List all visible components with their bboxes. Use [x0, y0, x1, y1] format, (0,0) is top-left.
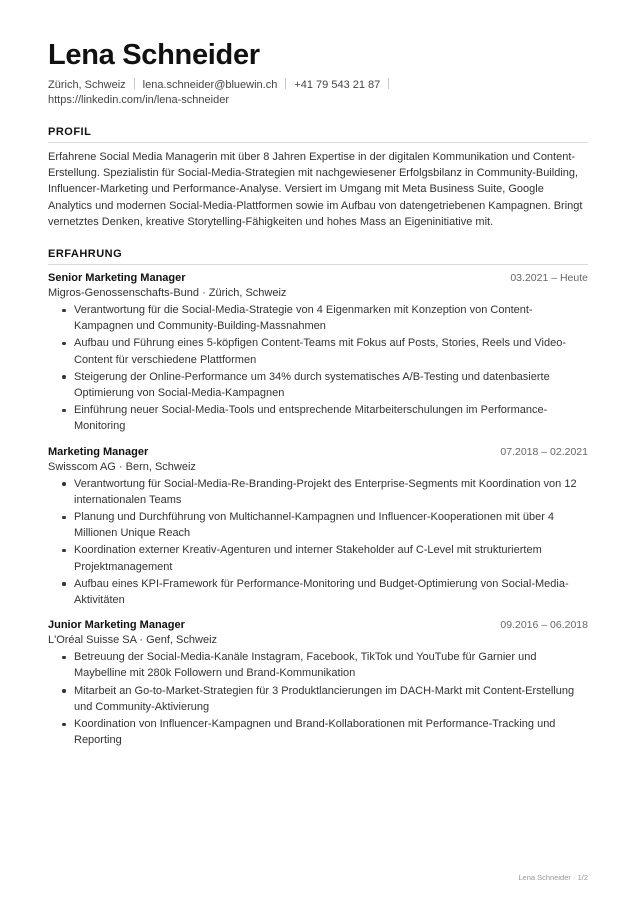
bullet-item: Koordination externer Kreativ-Agenturen und interner Stakeholder auf C-Level mit strukturiertem Projektmanagement [74, 542, 588, 574]
email-link[interactable]: lena.schneider@bluewin.ch [142, 79, 278, 91]
job-title: Senior Marketing Manager [48, 272, 186, 285]
job-company: L'Oréal Suisse SA · Genf, Schweiz [48, 634, 218, 647]
job-header [48, 271, 588, 286]
profil-summary: Erfahrene Social Media Managerin mit über 8 Jahren Expertise in der digitalen Kommunikation und Content-Erstellung. Spezialistin für Social-Media-Strategien mit nachgewiesener Erfolgsbilanz in Community-Building, Influencer-Marketing und Performance-Analyse. Versiert im Umgang mit Meta Business Suite, Google Analytics und modernen Social-Media-Plattformen sowie im Aufbau von datengetriebenen Kampagnen. Bringt vernetztes Denken, kreative Storytelling-Fähigkeiten und hohes Mass an Eigeninitiative mit. [48, 151, 583, 228]
profil-heading: PROFIL [48, 126, 588, 143]
location-text: Zürich, Schweiz [48, 79, 126, 91]
job-company: Migros-Genossenschafts-Bund · Zürich, Schweiz [48, 287, 287, 300]
bullet-item: Einführung neuer Social-Media-Tools und entsprechende Mitarbeiterschulungen im Performance-Monitoring [74, 402, 588, 434]
bullet-item: Steigerung der Online-Performance um 34% durch systematisches A/B-Testing und datenbasierte Optimierung von Social-Media-Kampagnen [74, 369, 588, 401]
bullet-item: Aufbau und Führung eines 5-köpfigen Content-Teams mit Fokus auf Posts, Stories, Reels und Video-Content für verschiedene Plattformen [74, 335, 588, 367]
bullet-item: Koordination von Influencer-Kampagnen und Brand-Kollaborationen mit Performance-Tracking und Reporting [74, 716, 588, 748]
job-title: Junior Marketing Manager [48, 619, 185, 632]
separator [388, 78, 389, 89]
job-header [48, 618, 588, 633]
phone-text: +41 79 543 21 87 [294, 79, 381, 91]
bullet-item: Aufbau eines KPI-Framework für Performance-Monitoring und Budget-Optimierung von Social-Media-Aktivitäten [74, 576, 588, 608]
job-entry [48, 618, 588, 748]
job-company: Swisscom AG · Bern, Schweiz [48, 460, 196, 473]
job-entry [48, 445, 588, 609]
candidate-name: Lena Schneider [48, 39, 260, 71]
bullet-item: Mitarbeit an Go-to-Market-Strategien für 3 Produktlancierungen im DACH-Markt mit Content-Erstellung und Community-Aktivierung [74, 683, 588, 715]
linkedin-line [48, 93, 588, 108]
job-date: 03.2021 – Heute [510, 272, 588, 285]
profil-section [48, 126, 588, 230]
linkedin-link[interactable]: https://linkedin.com/in/lena-schneider [48, 94, 229, 106]
separator [285, 78, 286, 89]
bullet-item: Verantwortung für Social-Media-Re-Branding-Projekt des Enterprise-Segments mit Koordination von 12 internationalen Teams [74, 476, 588, 508]
job-entry [48, 271, 588, 435]
job-header [48, 445, 588, 460]
job-date: 07.2018 – 02.2021 [500, 445, 588, 458]
job-bullets [48, 649, 588, 748]
erfahrung-section [48, 248, 588, 748]
erfahrung-heading: ERFAHRUNG [48, 248, 588, 265]
job-bullets [48, 302, 588, 435]
bullet-item: Verantwortung für die Social-Media-Strategie von 4 Eigenmarken mit Konzeption von Content-Kampagnen und Community-Building-Massnahmen [74, 302, 588, 334]
contact-line [48, 78, 588, 93]
job-bullets [48, 476, 588, 609]
bullet-item: Betreuung der Social-Media-Kanäle Instagram, Facebook, TikTok und YouTube für Garnier und Maybelline mit 280k Followern und Brand-Kommunikation [74, 649, 588, 681]
page-footer: Lena Schneider · 1/2 [518, 873, 588, 882]
job-title: Marketing Manager [48, 445, 149, 458]
separator [134, 78, 135, 89]
job-date: 09.2016 – 06.2018 [500, 619, 588, 632]
bullet-item: Planung und Durchführung von Multichannel-Kampagnen und Influencer-Kooperationen mit über 4 Millionen Unique Reach [74, 509, 588, 541]
